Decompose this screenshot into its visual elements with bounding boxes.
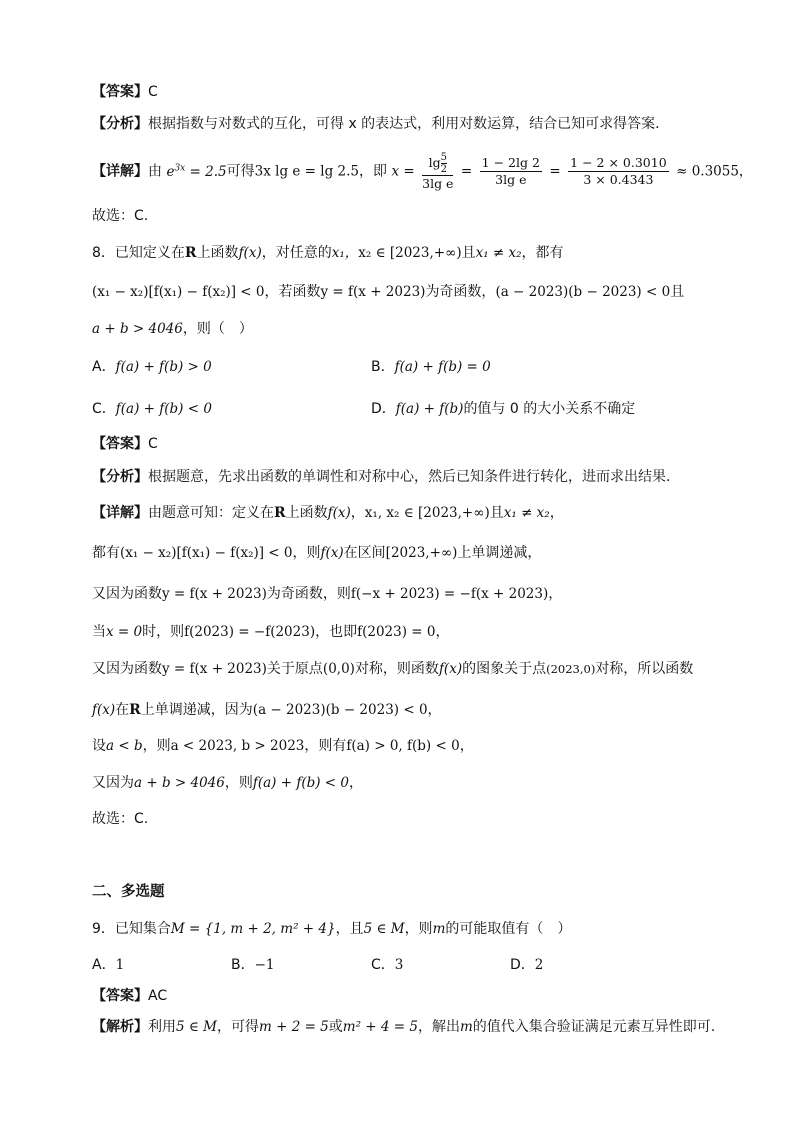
text: 又因为	[92, 775, 134, 791]
q8-choice-C	[92, 399, 212, 419]
q8-choice-B	[371, 357, 491, 377]
text: 由题意可知：定义在	[148, 505, 274, 521]
q8-analysis	[92, 467, 670, 487]
text: ，	[459, 738, 474, 754]
math: 5 ∈ M	[363, 921, 405, 937]
text: 上函数	[285, 505, 328, 521]
math: (2023,0)	[546, 662, 596, 676]
math: f(2023) = 0	[357, 624, 436, 640]
math: f(x)	[238, 245, 262, 261]
math: (x₁ − x₂)[f(x₁) − f(x₂)] < 0	[92, 284, 265, 300]
text: 且	[670, 284, 685, 300]
detail-tag: 【详解】	[92, 505, 148, 521]
text: 在	[115, 702, 130, 718]
text: ，	[348, 775, 363, 791]
text: ，则	[142, 738, 171, 754]
q8-choice-D	[371, 399, 635, 419]
answer-value: C	[148, 436, 158, 452]
q9-answer	[92, 986, 167, 1006]
choice-text: 3	[394, 957, 404, 973]
math: f(2023) = −f(2023)	[184, 624, 316, 640]
analysis-tag: 【分析】	[92, 469, 148, 485]
fraction-2-numerator: 1 − 2lg 2	[481, 155, 540, 170]
q8-stem-line2	[92, 282, 684, 302]
math: (x₁ − x₂)[f(x₁) − f(x₂)] < 0	[120, 545, 293, 561]
q8-detail-5	[92, 659, 693, 679]
choice-text: 2	[534, 957, 544, 973]
text: 且	[461, 245, 476, 261]
section-heading: 二、多选题	[92, 884, 165, 900]
text: 上单调递减，因为	[140, 702, 253, 718]
text: 为奇函数，则	[266, 586, 351, 602]
q8-detail-7	[92, 736, 474, 756]
text: ，则	[404, 921, 433, 937]
choice-label: D．	[510, 957, 535, 973]
q9-stem	[92, 919, 571, 939]
answer-tag: 【答案】	[92, 436, 148, 452]
choice-text: f(a) + f(b) < 0	[115, 401, 212, 417]
choice-text: f(a) + f(b) > 0	[115, 359, 212, 375]
text: 当	[92, 624, 106, 640]
set-R: R	[184, 245, 197, 261]
choice-text: f(a) + f(b) = 0	[394, 359, 491, 375]
explain-tag: 【解析】	[92, 1019, 148, 1035]
answer-line-7	[92, 82, 158, 102]
math: x₁，	[331, 245, 359, 261]
text: 设	[92, 738, 106, 754]
math: (0,0)	[322, 661, 355, 677]
text: ，可得	[217, 1019, 259, 1035]
nested-num: 5	[440, 151, 447, 163]
text: 在区间	[343, 545, 386, 561]
text: 为奇函数，	[425, 284, 496, 300]
choice-label: A．	[92, 957, 116, 973]
q8-stem-line3	[92, 319, 253, 339]
q8-detail-3	[92, 584, 562, 604]
math: f(−x + 2023) = −f(x + 2023)	[350, 586, 549, 602]
math: f(x)	[438, 661, 463, 677]
fraction-3-denominator: 3 × 0.4343	[583, 172, 654, 187]
choice-label: D．	[371, 401, 396, 417]
math: M = {1, m + 2, m² + 4}	[170, 921, 336, 937]
nested-fraction	[441, 152, 447, 175]
answer-value: C	[148, 84, 158, 100]
math: x₁, x₂ ∈ [2023,+∞)	[364, 505, 490, 521]
q8-answer	[92, 434, 158, 454]
text: 关于原点	[266, 661, 323, 677]
math-eq1: $e^{3x} = 2.5$	[166, 163, 227, 180]
q9-choice-D	[510, 955, 543, 975]
fraction-1	[422, 152, 453, 192]
text: 的值代入集合验证满足元素互异性即可.	[472, 1019, 716, 1035]
math: f(x)	[320, 545, 344, 561]
q8-detail-8	[92, 773, 363, 793]
q8-stem-line1	[92, 243, 564, 263]
text: 利用	[148, 1019, 176, 1035]
choice-text: 的值与 0 的大小关系不确定	[463, 401, 636, 417]
text: 且	[489, 505, 504, 521]
fraction-2-denominator: 3lg e	[495, 172, 527, 187]
text: 的可能取值有（ ）	[445, 921, 572, 937]
log-prefix: lg	[428, 154, 441, 170]
text: ，	[427, 702, 442, 718]
fraction-3	[568, 155, 668, 188]
text: ，则	[292, 545, 321, 561]
text: ，	[435, 624, 450, 640]
math: [2023,+∞)	[385, 545, 458, 561]
math: m² + 4 = 5	[342, 1019, 418, 1035]
q9-choice-C	[371, 955, 403, 975]
fraction-2	[480, 155, 542, 188]
math: a < 2023, b > 2023	[170, 738, 305, 754]
q9-choice-A	[92, 955, 124, 975]
analysis-text: 根据指数与对数式的互化，可得 x 的表达式，利用对数运算，结合已知可求得答案.	[148, 116, 660, 132]
q8-detail-4	[92, 622, 449, 642]
math: f(x)	[92, 702, 116, 718]
math: 5 ∈ M	[176, 1019, 217, 1035]
set-R: R	[129, 702, 141, 718]
math: m + 2 = 5	[259, 1019, 329, 1035]
q8-detail-2	[92, 543, 541, 563]
choice-text: −1	[254, 957, 275, 973]
analysis-text: 根据题意，先求出函数的单调性和对称中心，然后已知条件进行转化，进而求出结果.	[148, 469, 671, 485]
math: f(x)	[327, 505, 351, 521]
conclusion-line-7: 故选：C.	[92, 208, 149, 224]
math: m	[432, 921, 446, 937]
text: ，也即	[315, 624, 358, 640]
math: f(a) + f(b) < 0	[252, 775, 349, 791]
analysis-line-7	[92, 114, 660, 134]
answer-tag: 【答案】	[92, 988, 148, 1004]
choice-label: B．	[231, 957, 255, 973]
detail-text: 由	[148, 163, 162, 180]
choice-label: A．	[92, 359, 116, 375]
choice-label: C．	[92, 401, 116, 417]
text: 都有	[92, 545, 120, 561]
text: 对称，则函数	[354, 661, 439, 677]
fraction-3-numerator: 1 − 2 × 0.3010	[570, 155, 667, 170]
text: ，对任意的	[261, 245, 332, 261]
answer-tag: 【答案】	[92, 84, 148, 100]
text: 又因为函数	[92, 661, 162, 677]
text: 上单调递减，	[457, 545, 542, 561]
math: a + b > 4046	[134, 775, 225, 791]
text: ，	[549, 505, 564, 521]
math: x₂ ∈ [2023,+∞)	[358, 245, 462, 261]
text: ，	[350, 505, 365, 521]
detail-text: 可得	[226, 163, 255, 180]
text: ，则有	[304, 738, 347, 754]
text: 或	[328, 1019, 343, 1035]
math: x₁ ≠ x₂	[475, 245, 522, 261]
choice-text: 1	[115, 957, 125, 973]
math: a + b > 4046	[92, 321, 183, 337]
text: 又因为函数	[92, 586, 162, 602]
text: ，则	[224, 775, 253, 791]
detail-text: ，即	[359, 163, 387, 180]
text: 对称，所以函数	[595, 661, 694, 677]
text: ，则（ ）	[182, 321, 253, 337]
answer-value: AC	[148, 988, 168, 1004]
text: ，解出	[417, 1019, 460, 1035]
math-eq2: 3x lg e = lg 2.5	[254, 163, 359, 180]
math: a < b	[106, 738, 143, 754]
q8-conclusion: 故选：C.	[92, 811, 149, 827]
math: y = f(x + 2023)	[162, 661, 267, 677]
text: ，且	[335, 921, 364, 937]
text: ，都有	[521, 245, 564, 261]
math-x: x =	[391, 163, 415, 180]
q9-explain	[92, 1017, 715, 1037]
math: f(a) > 0, f(b) < 0	[346, 738, 460, 754]
fraction-1-denominator: 3lg e	[422, 175, 454, 191]
choice-label: C．	[371, 957, 395, 973]
math: m	[459, 1019, 473, 1035]
text: 时，则	[142, 624, 185, 640]
detail-line-7: 【详解】由 $e^{3x} = 2.5$可得3x lg e = lg 2.5，即 x = lg $\frac{5}{2}$ 3lg e = $\frac{1 - 2\lg 2}{\text{3lg e}}$ = $\frac{1 - 2 \times 0.3010}{3 \times 0.4343}$ ≈ 0.3055，	[92, 151, 753, 191]
set-R: R	[274, 505, 286, 521]
text: 9．已知集合	[92, 921, 171, 937]
math: y = f(x + 2023)	[162, 586, 267, 602]
math: (a − 2023)(b − 2023) < 0	[495, 284, 671, 300]
text: ，若函数	[264, 284, 321, 300]
q8-detail-6	[92, 700, 442, 720]
fraction-1-numerator	[422, 152, 453, 176]
q9-choice-B	[231, 955, 275, 975]
detail-tag: 【详解】	[92, 163, 148, 180]
q8-choice-A	[92, 357, 212, 377]
math: y = f(x + 2023)	[320, 284, 426, 300]
text: 的图象关于点	[462, 661, 547, 677]
math: x₁ ≠ x₂	[503, 505, 550, 521]
choice-label: B．	[371, 359, 395, 375]
q8-detail-1	[92, 503, 564, 523]
nested-den: 2	[440, 163, 447, 175]
approx-value: ≈ 0.3055，	[676, 163, 753, 180]
text: 8．已知定义在	[92, 245, 185, 261]
analysis-tag: 【分析】	[92, 116, 148, 132]
text: 上函数	[196, 245, 239, 261]
math: x = 0	[106, 624, 143, 640]
choice-math: f(a) + f(b)	[395, 401, 464, 417]
math: (a − 2023)(b − 2023) < 0	[252, 702, 428, 718]
text: ，	[548, 586, 563, 602]
